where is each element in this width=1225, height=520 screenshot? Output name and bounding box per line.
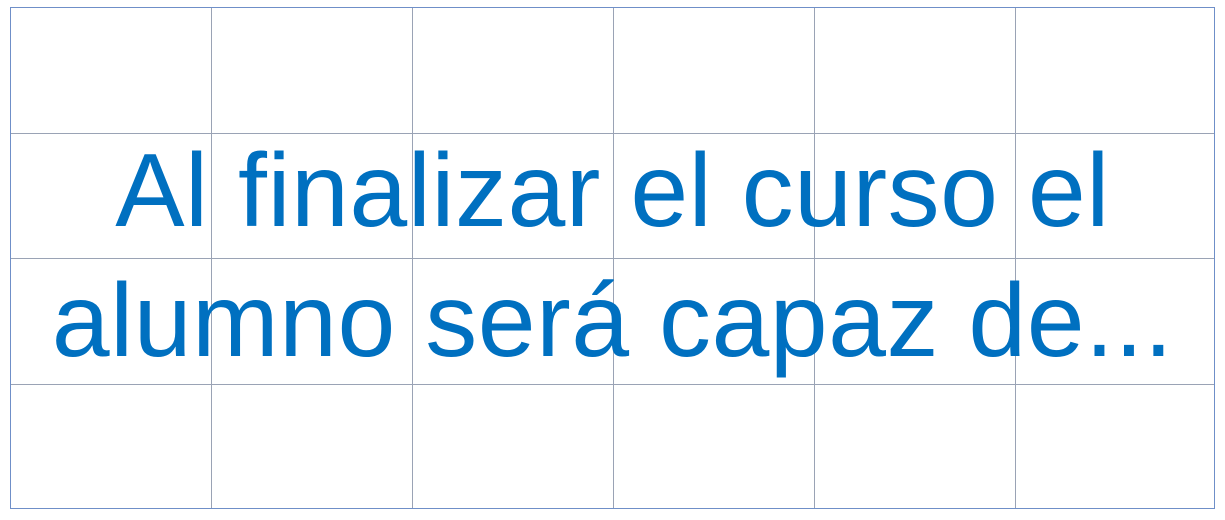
grid-row-divider-3 [11, 384, 1214, 385]
slide-canvas [10, 7, 1215, 509]
heading-line-1: Al finalizar el curso el [115, 133, 1110, 249]
background-grid [11, 8, 1214, 508]
grid-row-divider-1 [11, 133, 1214, 134]
grid-row-divider-2 [11, 258, 1214, 259]
heading-line-2: alumno será capaz de... [51, 263, 1174, 379]
